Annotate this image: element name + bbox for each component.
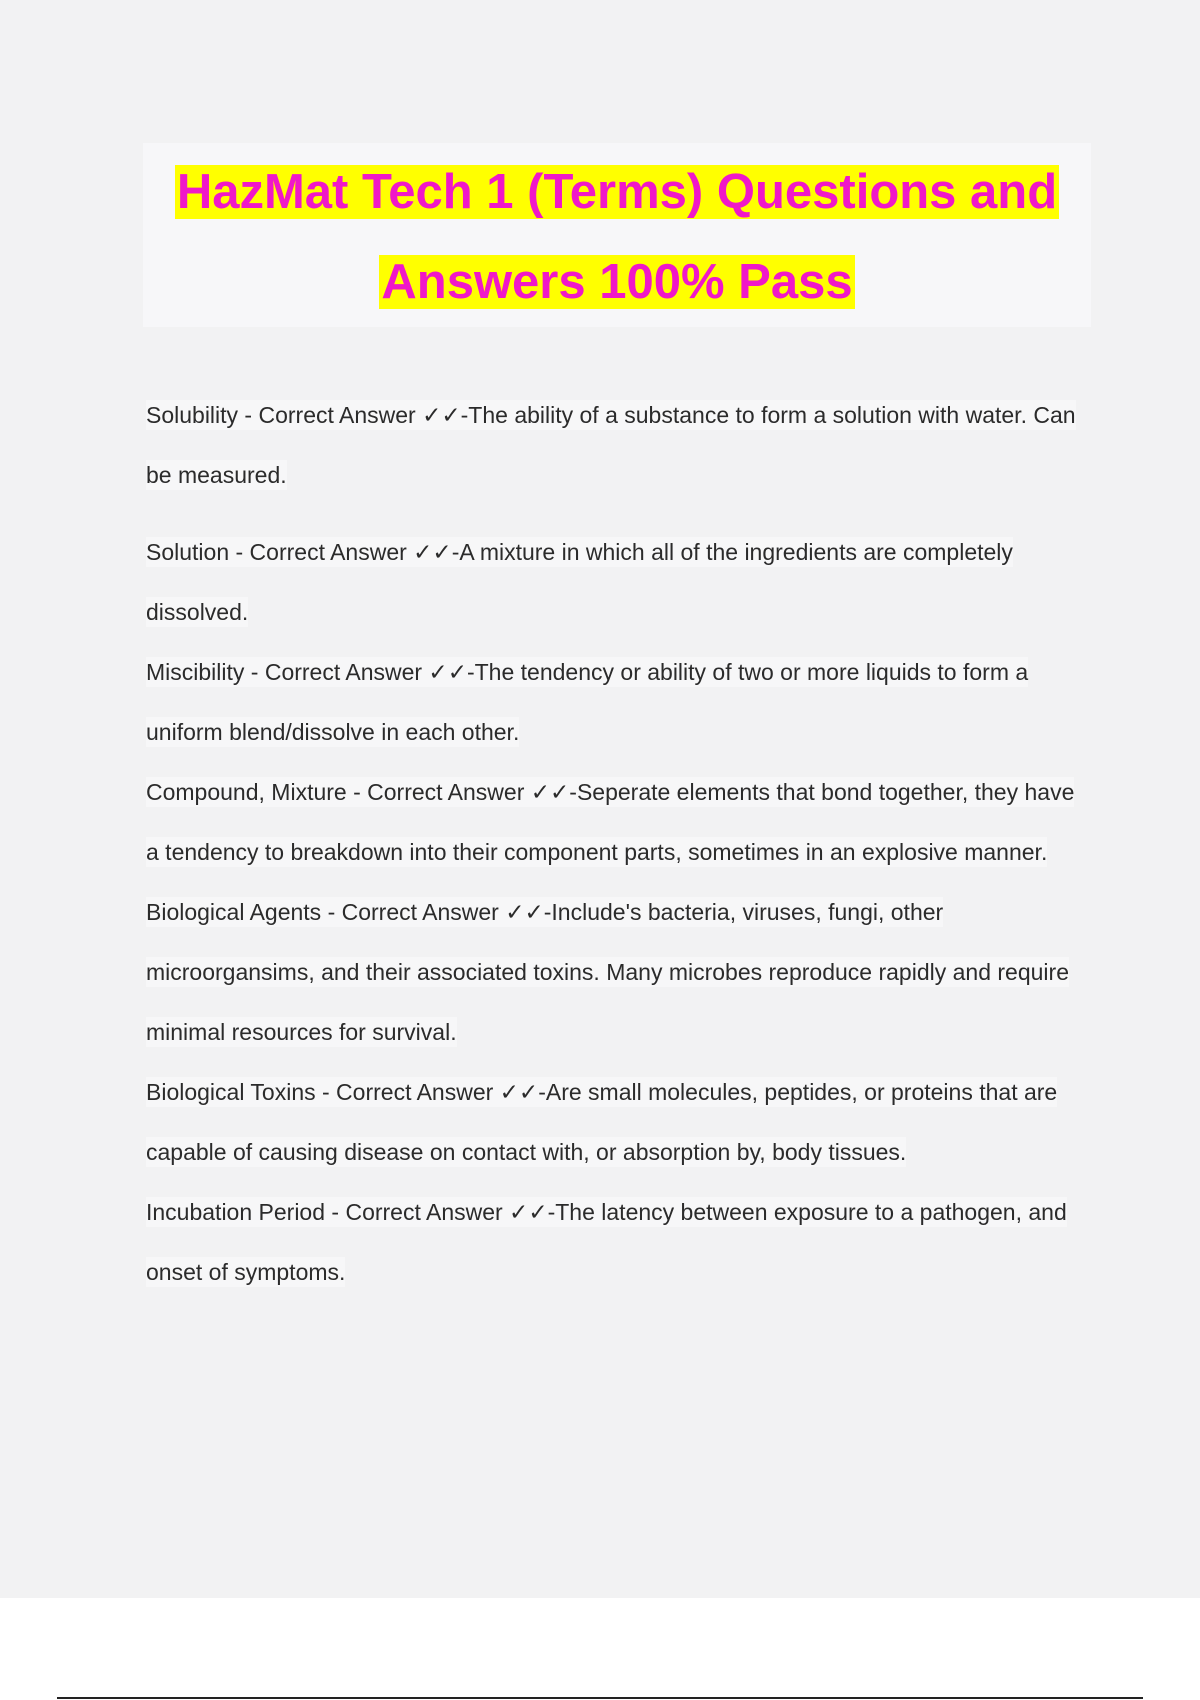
term-entry-compound-mixture: Compound, Mixture - Correct Answer ✓✓-Seperate elements that bond together, they have a tendency to breakdown into their component parts, sometimes in an explosive manner. (146, 779, 1075, 865)
term-entry-biological-agents: Biological Agents - Correct Answer ✓✓-Include's bacteria, viruses, fungi, other microorgansims, and their associated toxins. Many microbes reproduce rapidly and require minimal resources for survival. (146, 899, 1069, 1045)
term-entry-incubation-period: Incubation Period - Correct Answer ✓✓-The latency between exposure to a pathogen, and onset of symptoms. (146, 1199, 1067, 1285)
title-block (143, 143, 1091, 327)
document-title (143, 143, 1091, 327)
title-line-2: Answers 100% Pass (381, 255, 853, 309)
title-line-1: HazMat Tech 1 (Terms) Questions and (176, 165, 1058, 219)
footer-divider (57, 1697, 1143, 1699)
term-list (146, 385, 1086, 1302)
term-entry-miscibility: Miscibility - Correct Answer ✓✓-The tendency or ability of two or more liquids to form a uniform blend/dissolve in each other. (146, 659, 1029, 745)
term-entry-solution: Solution - Correct Answer ✓✓-A mixture in which all of the ingredients are completely dissolved. (146, 539, 1013, 625)
term-entry-solubility: Solubility - Correct Answer ✓✓-The ability of a substance to form a solution with water. Can be measured. (146, 402, 1076, 488)
term-entry-biological-toxins: Biological Toxins - Correct Answer ✓✓-Are small molecules, peptides, or proteins that are capable of causing disease on contact with, or absorption by, body tissues. (146, 1079, 1058, 1165)
